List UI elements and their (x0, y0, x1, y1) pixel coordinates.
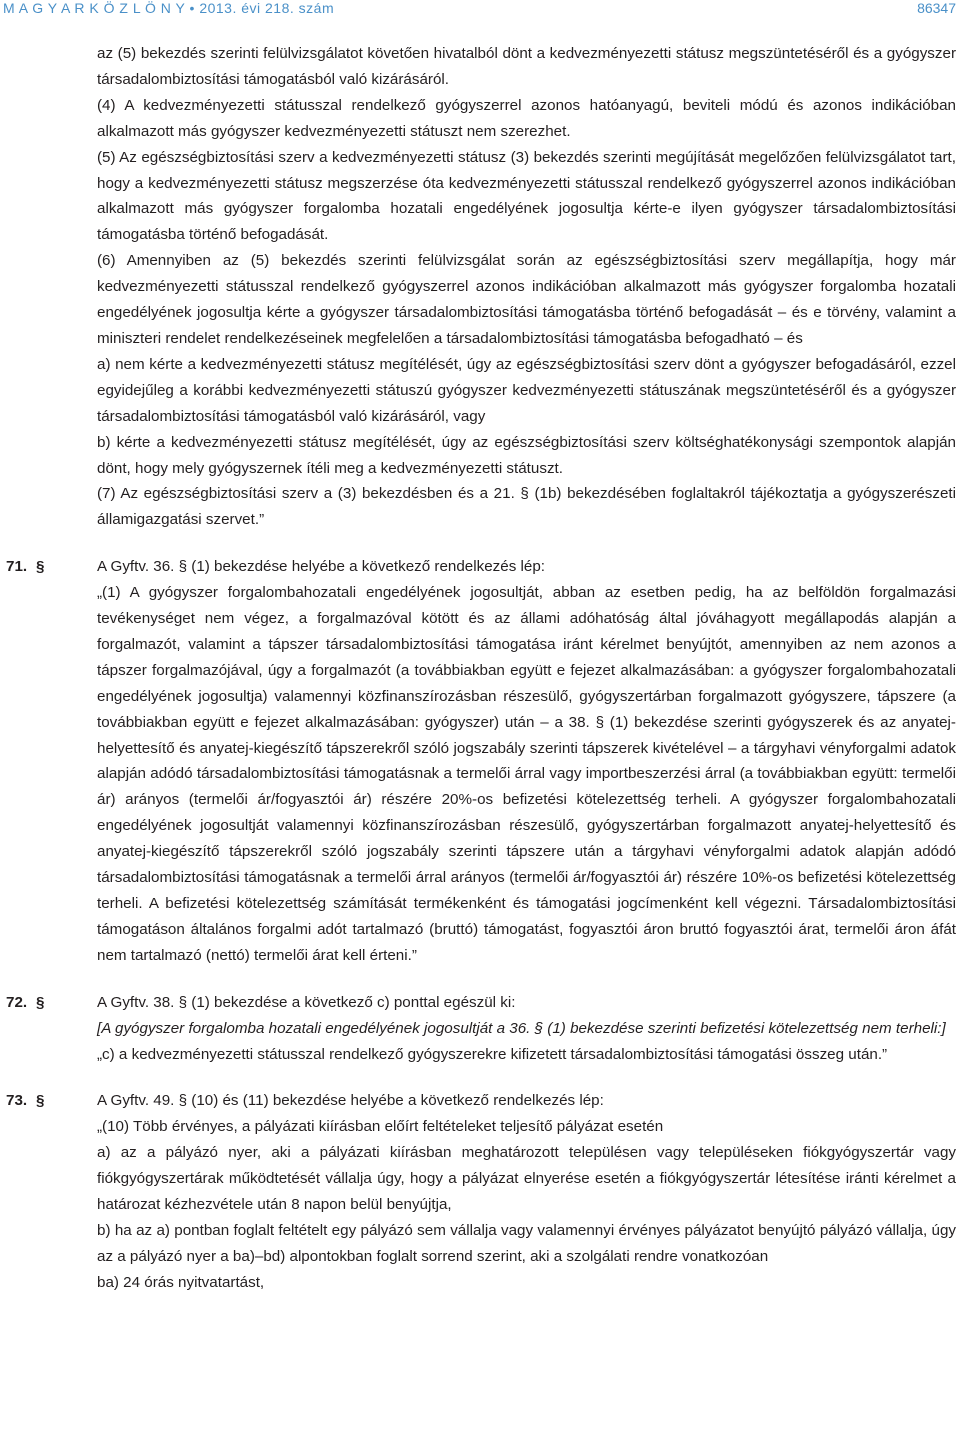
section-73 (0, 1088, 960, 1295)
paragraph (6, 554, 956, 580)
section-number: 73. (6, 1092, 28, 1110)
section-71 (0, 554, 960, 969)
paragraph (6, 1088, 956, 1114)
page-number: 86347 (917, 0, 956, 16)
paragraph-text: A Gyftv. 36. § (1) bekezdése helyébe a következő rendelkezés lép: (97, 558, 546, 576)
paragraph-text: A Gyftv. 49. § (10) és (11) bekezdése helyébe a következő rendelkezés lép: (97, 1092, 604, 1110)
journal-title: M A G Y A R K Ö Z L Ö N Y • 2013. évi 218. szám (3, 0, 335, 16)
section-number: 72. (6, 993, 28, 1011)
page-header (0, 0, 960, 22)
paragraph: (5) Az egészségbiztosítási szerv a kedvezményezetti státusz (3) bekezdés szerinti megújítását megelőzően felülvizsgálatot tart, hogy a kedvezményezetti státusz megszerzése óta kedvezményezetti státusszal rendelkező gyógyszerrel azonos indikációban alkalmazott más gyógyszer forgalomba hozatali engedélyének jogosultja kérte-e ilyen gyógyszer társadalombiztosítási támogatásba történő befogadását. (97, 148, 956, 244)
paragraph: „(10) Több érvényes, a pályázati kiírásban előírt feltételeket teljesítő pályázat esetén (97, 1118, 664, 1136)
section-72 (0, 990, 960, 1068)
paragraph: „(1) A gyógyszer forgalombahozatali engedélyének jogosultját, abban az esetben pedig, ha az belföldön forgalmazási tevékenységet nem végez, a forgalmazóval kötött és az állami adóhatóság által jóváhagyott megállapodás alapján a forgalmazót, valamint a tápszer társadalombiztosítási támogatása iránt kérelmet benyújtót, amennyiben az nem azonos a tápszer forgalmazójával, úgy a forgalmazót (a továbbiakban együtt e fejezet alkalmazásában: a gyógyszer forgalombahozatali engedélyének jogosultja) valamennyi közfinanszírozásban részesülő, gyógyszertárban forgalmazott gyógyszere, tápszere (a továbbiakban együtt e fejezet alkalmazásában: gyógyszer) után – a 38. § (1) bekezdése szerinti gyógyszerek és az anyatej-helyettesítő és anyatej-kiegészítő tápszerekről szóló jogszabály szerinti tápszerek kivételével – a tárgyhavi vényforgalmi adatok alapján adódó társadalombiztosítási támogatásnak a termelői árral vagy importbeszerzési árral (a továbbiakban együtt: termelői ár) arányos (termelői ár/fogyasztói ár) részére 20%-os befizetési kötelezettség terheli. A gyógyszer forgalombahozatali engedélyének jogosultját valamennyi közfinanszírozásban részesülő, gyógyszertárban forgalmazott anyatej-helyettesítő és anyatej-kiegészítő tápszerekről szóló jogszabály szerinti tápszere után a tárgyhavi vényforgalmi adatok alapján adódó társadalombiztosítási támogatásnak a termelői árral arányos (termelői ár/fogyasztói ár) részére 10%-os befizetési kötelezettség terheli. A befizetési kötelezettség számítását termékenként és támogatási jogcímenként kell végezni. Társadalombiztosítási támogatáson általános forgalmi adót tartalmazó (bruttó) támogatást, fogyasztói áron bruttó fogyasztói árat, termelői áron áfát nem tartalmazó (nettó) termelői árat kell érteni.” (97, 584, 956, 964)
paragraph: (6) Amennyiben az (5) bekezdés szerinti felülvizsgálat során az egészségbiztosítási szerv megállapítja, hogy már kedvezményezetti státusszal rendelkező gyógyszerrel azonos indikációban alkalmazott más gyógyszer forgalomba hozatali engedélyének jogosultja kérte a gyógyszer társadalombiztosítási támogatásba történő befogadását – és e törvény, valamint a miniszteri rendelet rendelkezéseinek megfelelően a társadalombiztosítási támogatásba befogadható – és (97, 252, 956, 347)
paragraph: (4) A kedvezményezetti státusszal rendelkező gyógyszerrel azonos hatóanyagú, beviteli módú és azonos indikációban alkalmazott más gyógyszer kedvezményezetti státuszt nem szerezhet. (97, 96, 956, 140)
paragraph: ba) 24 órás nyitvatartást, (97, 1273, 265, 1291)
paragraph: b) ha az a) pontban foglalt feltételt egy pályázó sem vállalja vagy valamennyi érvényes pályázatot benyújtó pályázó vállalja, úgy az a pályázó nyer a ba)–bd) alpontokban foglalt sorrend szerint, aki a szolgálati rendre vonatkozóan (97, 1221, 956, 1265)
section-number: 71. (6, 558, 28, 576)
continued-section (0, 41, 960, 533)
paragraph: az (5) bekezdés szerinti felülvizsgálatot követően hivatalból dönt a kedvezményezetti státusz megszüntetéséről és a gyógyszer társadalombiztosítási támogatásból való kizárásáról. (97, 45, 956, 88)
paragraph-text: A Gyftv. 38. § (1) bekezdése a következő c) ponttal egészül ki: (97, 993, 516, 1011)
paragraph: „c) a kedvezményezetti státusszal rendelkező gyógyszerekre kifizetett társadalombiztosítási támogatási összeg után.” (97, 1045, 888, 1063)
paragraph: b) kérte a kedvezményezetti státusz megítélését, úgy az egészségbiztosítási szerv költséghatékonysági szempontok alapján dönt, hogy mely gyógyszernek ítéli meg a kedvezményezetti státuszt. (97, 433, 956, 477)
paragraph (6, 990, 956, 1016)
paragraph: a) az a pályázó nyer, aki a pályázati kiírásban meghatározott településen vagy településeken fiókgyógyszertár vagy fiókgyógyszertárak működtetését vállalja úgy, hogy a pályázat elnyerése esetén a fiókgyógyszertár létesítése iránti kérelmet a határozat kézhezvétele után 8 napon belül benyújtja, (97, 1144, 956, 1214)
paragraph: a) nem kérte a kedvezményezetti státusz megítélését, úgy az egészségbiztosítási szerv dönt a gyógyszer befogadásáról, ezzel egyidejűleg a korábbi kedvezményezetti státuszú gyógyszer kedvezményezetti státuszának megszüntetéséről és a gyógyszer társadalombiztosítási támogatásból való kizárásáról, vagy (97, 355, 956, 425)
document-body (0, 41, 960, 1296)
section-symbol: § (36, 558, 45, 576)
section-symbol: § (36, 993, 45, 1011)
italic-paragraph: [A gyógyszer forgalomba hozatali engedélyének jogosultját a 36. § (1) bekezdése szerinti befizetési kötelezettség nem terheli:] (97, 1019, 946, 1037)
section-symbol: § (36, 1092, 45, 1110)
paragraph: (7) Az egészségbiztosítási szerv a (3) bekezdésben és a 21. § (1b) bekezdésében foglaltakról tájékoztatja a gyógyszerészeti államigazgatási szervet.” (97, 485, 956, 529)
